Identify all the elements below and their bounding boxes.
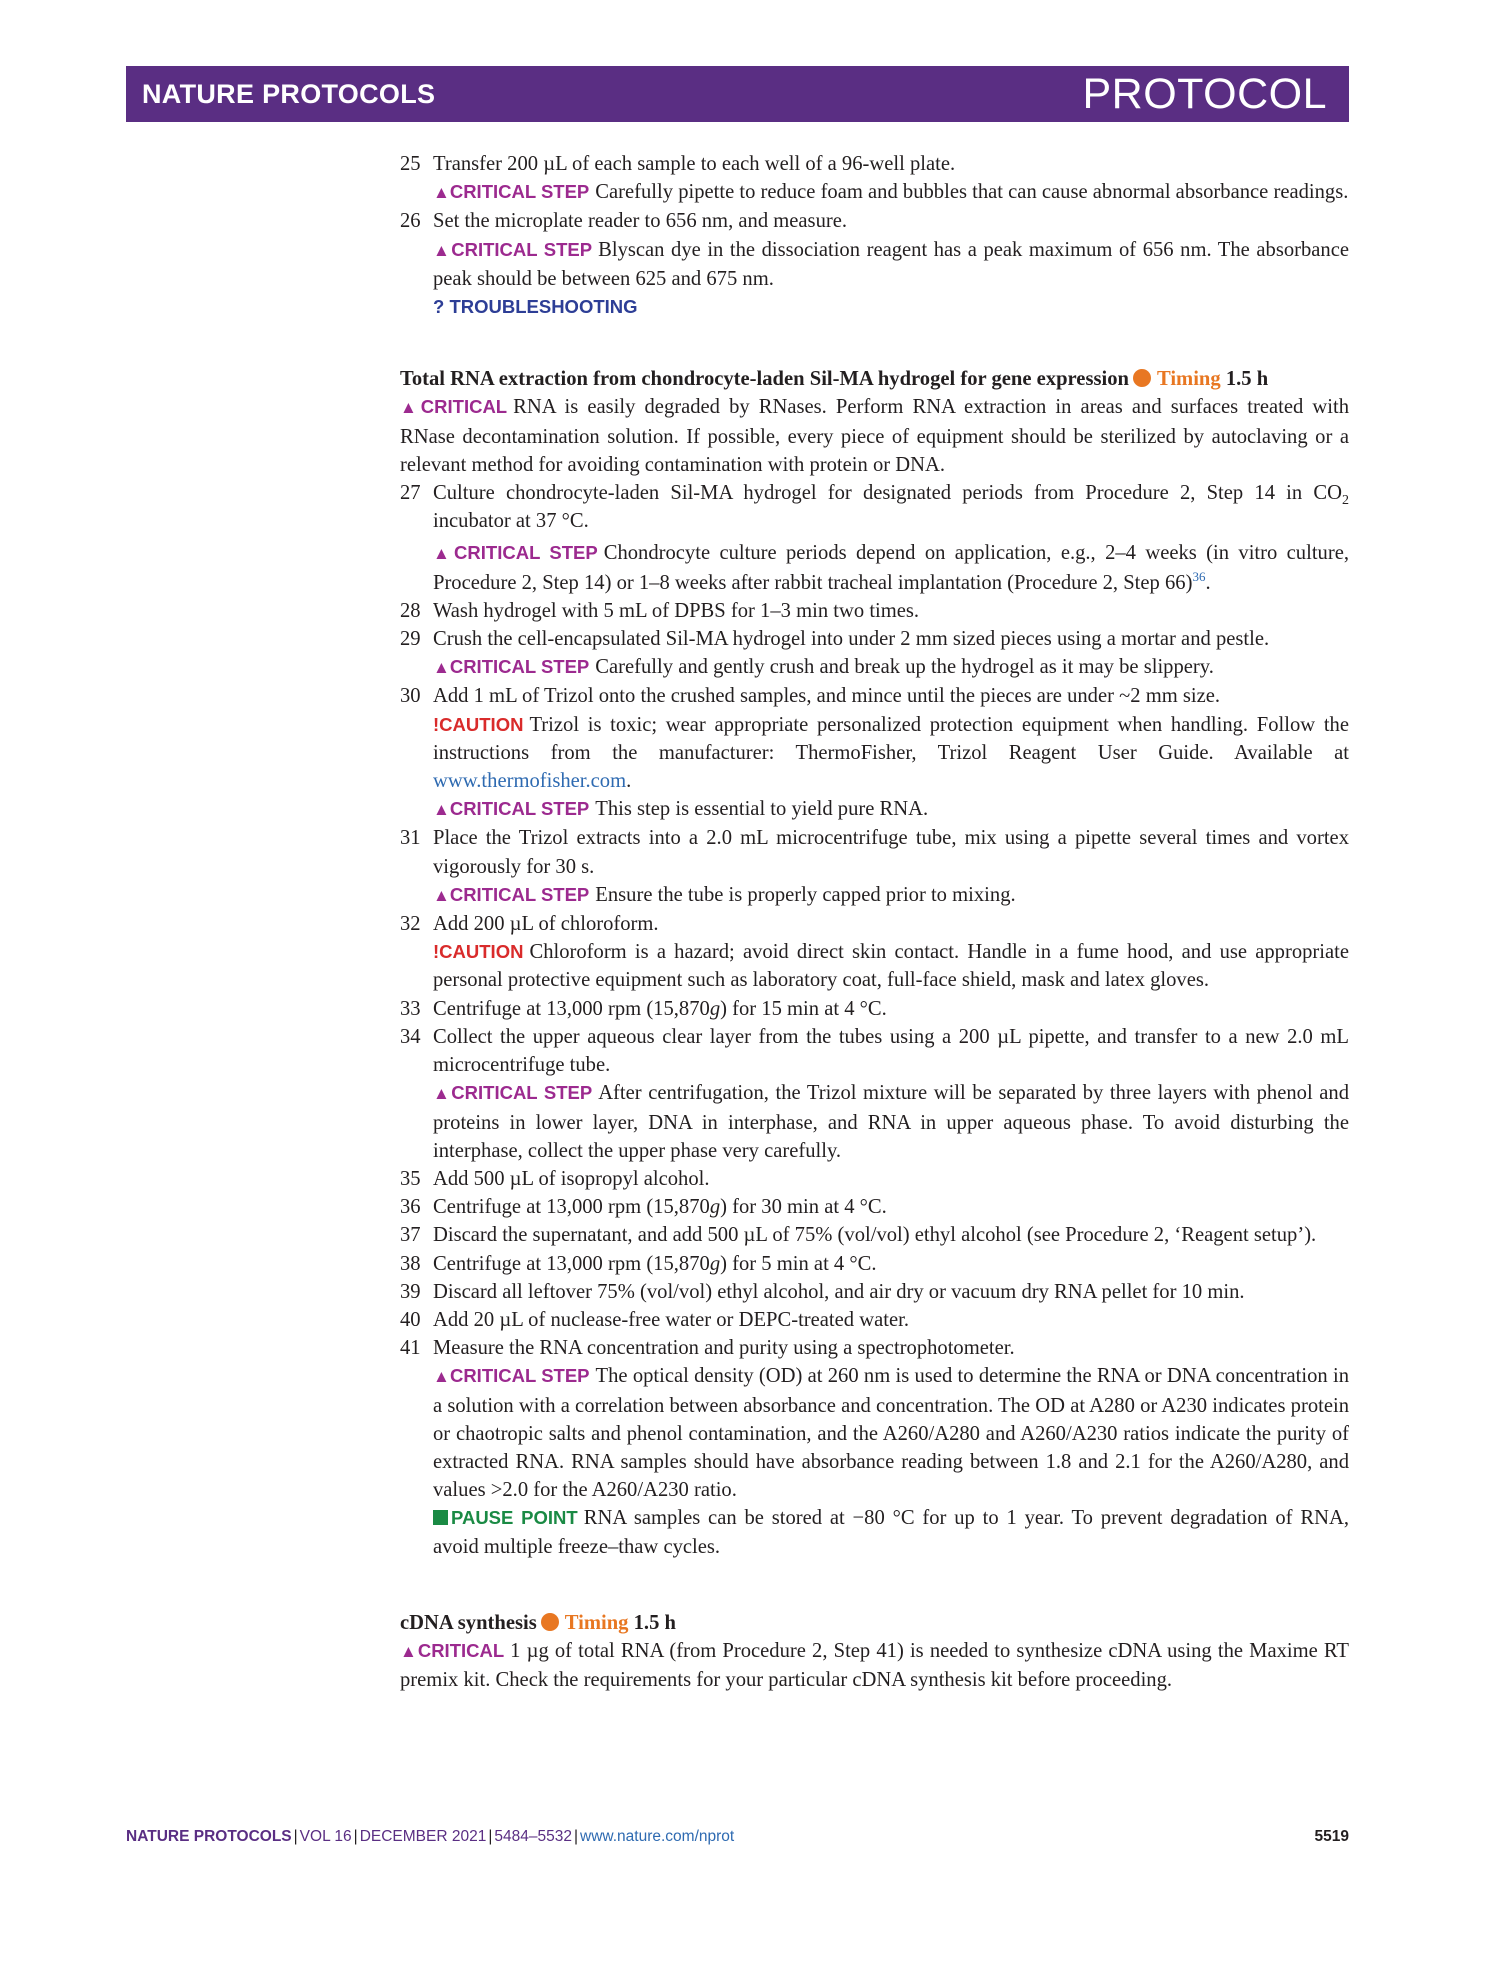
critical-step-tag: ▲CRITICAL STEP: [433, 1082, 593, 1104]
procedure-step: 28 Wash hydrogel with 5 mL of DPBS for 1–3 min two times.: [400, 597, 1349, 625]
procedure-step: [400, 150, 1349, 178]
procedure-step: 30 Add 1 mL of Trizol onto the crushed samples, and mince until the pieces are under ~2 mm size.: [400, 682, 1349, 710]
step-number: 27: [400, 482, 421, 505]
step-number: 33: [400, 997, 421, 1020]
procedure-step: 38 Centrifuge at 13,000 rpm (15,870g) for 5 min at 4 °C.: [400, 1250, 1349, 1278]
procedure-step: 37 Discard the supernatant, and add 500 µL of 75% (vol/vol) ethyl alcohol (see Procedure 2, ‘Reagent setup’).: [400, 1221, 1349, 1249]
critical-step-tag: ▲CRITICAL STEP: [433, 656, 590, 678]
caution-note: !CAUTION Chloroform is a hazard; avoid direct skin contact. Handle in a fume hood, and use appropriate personal protective equipment such as laboratory coat, full-face shield, mask and latex gloves.: [433, 941, 1349, 992]
procedure-step: 32 Add 200 µL of chloroform.: [400, 910, 1349, 938]
procedure-step: 27 Culture chondrocyte-laden Sil-MA hydrogel for designated periods from Procedure 2, Step 14 in $CO_2$ incubator at 37 °C.: [400, 479, 1349, 535]
triangle-icon: ▲: [433, 1084, 452, 1104]
step-number: 30: [400, 685, 421, 708]
caution-tag: !CAUTION: [433, 713, 524, 735]
step-number: 39: [400, 1280, 421, 1303]
procedure-step: 34 Collect the upper aqueous clear layer from the tubes using a 200 µL pipette, and transfer to a new 2.0 mL microcentrifuge tube.: [400, 1023, 1349, 1079]
triangle-icon: ▲: [433, 800, 450, 820]
section-title: Total RNA extraction from chondrocyte-laden Sil-MA hydrogel for gene expression Timing 1.5 h: [400, 368, 1269, 391]
critical-step-note: ▲CRITICAL STEP This step is essential to yield pure RNA.: [433, 798, 929, 821]
step-number: 38: [400, 1252, 421, 1275]
procedure-step: 40 Add 20 µL of nuclease-free water or DEPC-treated water.: [400, 1306, 1349, 1334]
step-number: 31: [400, 827, 421, 850]
critical-note: ▲CRITICAL RNA is easily degraded by RNases. Perform RNA extraction in areas and surfaces treated with RNase decontamination solution. If possible, every piece of equipment should be sterilized by autoclaving or a relevant method for avoiding contamination with protein or DNA.: [400, 396, 1350, 476]
page-number: 5519: [1314, 1828, 1349, 1845]
timing-dot-icon: [541, 1613, 559, 1631]
procedure-step: 39 Discard all leftover 75% (vol/vol) ethyl alcohol, and air dry or vacuum dry RNA pellet for 10 min.: [400, 1278, 1349, 1306]
page-header: [126, 66, 1349, 122]
critical-step-tag: ▲CRITICAL STEP: [433, 883, 590, 905]
step-number: 25: [400, 153, 421, 175]
exclamation-icon: !: [433, 941, 440, 963]
critical-step-tag: ▲CRITICAL STEP: [433, 1365, 590, 1387]
timing-value: 1.5 h: [633, 1611, 676, 1634]
step-number: 37: [400, 1224, 421, 1247]
critical-tag: ▲CRITICAL: [400, 396, 508, 418]
triangle-icon: ▲: [400, 398, 421, 418]
critical-step-note: ▲CRITICAL STEP Carefully pipette to reduce foam and bubbles that can cause abnormal absorbance readings.: [433, 181, 1349, 204]
square-icon: [433, 1510, 448, 1525]
step-number: 28: [400, 599, 421, 622]
timing-dot-icon: [1133, 369, 1151, 387]
critical-step-note: ▲CRITICAL STEP The optical density (OD) at 260 nm is used to determine the RNA or DNA concentration in a solution with a correlation between absorbance and concentration. The OD at A280 or A230 indicates protein or chaotropic salts and phenol contamination, and the A260/A280 and A260/A230 ratios indicate the purity of extracted RNA. RNA samples should have absorbance reading between 1.8 and 2.1 for the A260/A280, and values >2.0 for the A260/A230 ratio.: [433, 1365, 1349, 1502]
procedure-step: 33 Centrifuge at 13,000 rpm (15,870g) for 15 min at 4 °C.: [400, 995, 1349, 1023]
triangle-icon: ▲: [433, 658, 450, 678]
thermofisher-link[interactable]: www.thermofisher.com: [433, 770, 627, 793]
pause-point-tag: PAUSE POINT: [433, 1507, 578, 1528]
footer-date: DECEMBER 2021: [359, 1828, 487, 1845]
exclamation-icon: !: [433, 713, 440, 735]
step-number: 34: [400, 1025, 421, 1048]
step-number: 35: [400, 1167, 421, 1190]
triangle-icon: ▲: [433, 183, 450, 203]
critical-step-tag: ▲CRITICAL STEP: [433, 542, 598, 564]
footer-volume: VOL 16: [299, 1828, 352, 1845]
troubleshooting-link[interactable]: ? TROUBLESHOOTING: [433, 296, 638, 318]
timing-value: 1.5 h: [1225, 368, 1269, 391]
step-text: Transfer 200 µL of each sample to each well of a 96-well plate.: [433, 153, 956, 175]
step-text: Set the microplate reader to 656 nm, and measure.: [433, 210, 848, 233]
procedure-step: [400, 207, 1349, 235]
procedure-step: 35 Add 500 µL of isopropyl alcohol.: [400, 1165, 1349, 1193]
timing-label: Timing: [1156, 368, 1221, 391]
step-number: 32: [400, 913, 421, 936]
critical-step-note: ▲CRITICAL STEP Chondrocyte culture periods depend on application, e.g., 2–4 weeks (in vitro culture, Procedure 2, Step 14) or 1–8 weeks after rabbit tracheal implantation (Procedure 2, Step 66)$^{36}$.: [433, 542, 1349, 594]
footer-journal: NATURE PROTOCOLS: [126, 1828, 292, 1845]
journal-name: NATURE PROTOCOLS: [142, 79, 436, 109]
critical-tag: ▲CRITICAL: [400, 1639, 505, 1661]
caution-tag: !CAUTION: [433, 941, 524, 963]
procedure-step: 41 Measure the RNA concentration and purity using a spectrophotometer.: [400, 1334, 1349, 1362]
procedure-step: 29 Crush the cell-encapsulated Sil-MA hydrogel into under 2 mm sized pieces using a mortar and pestle.: [400, 625, 1349, 653]
caution-note: !CAUTION Trizol is toxic; wear appropriate personalized protection equipment when handling. Follow the instructions from the manufacturer: ThermoFisher, Trizol Reagent User Guide. Available at www.thermofisher.com.: [433, 713, 1349, 793]
procedure-step: 36 Centrifuge at 13,000 rpm (15,870g) for 30 min at 4 °C.: [400, 1193, 1349, 1221]
critical-step-note: ▲CRITICAL STEP After centrifugation, the Trizol mixture will be separated by three layers with phenol and proteins in lower layer, DNA in interphase, and RNA in upper aqueous phase. To avoid disturbing the interphase, collect the upper phase very carefully.: [433, 1082, 1350, 1162]
step-number: 41: [400, 1337, 421, 1360]
critical-step-note: ▲CRITICAL STEP Ensure the tube is properly capped prior to mixing.: [433, 883, 1016, 906]
main-content: [400, 150, 1349, 1694]
reference-link[interactable]: 36: [1192, 568, 1206, 584]
triangle-icon: ▲: [433, 885, 450, 905]
critical-step-note: ▲CRITICAL STEP Blyscan dye in the dissociation reagent has a peak maximum of 656 nm. The absorbance peak should be between 625 and 675 nm.: [433, 238, 1350, 290]
step-number: 40: [400, 1308, 421, 1331]
triangle-icon: ▲: [433, 544, 455, 564]
critical-note: ▲CRITICAL 1 µg of total RNA (from Procedure 2, Step 41) is needed to synthesize cDNA using the Maxime RT premix kit. Check the requirements for your particular cDNA synthesis kit before proceeding.: [400, 1639, 1350, 1692]
triangle-icon: ▲: [433, 240, 452, 260]
footer-url-link[interactable]: www.nature.com/nprot: [580, 1828, 735, 1845]
step-number: 29: [400, 628, 421, 651]
critical-step-note: ▲CRITICAL STEP Carefully and gently crush and break up the hydrogel as it may be slippery.: [433, 656, 1214, 679]
section-title: cDNA synthesis Timing 1.5 h: [400, 1611, 676, 1634]
triangle-icon: ▲: [400, 1641, 418, 1661]
critical-step-tag: ▲CRITICAL STEP: [433, 181, 590, 203]
step-number: 26: [400, 210, 421, 233]
triangle-icon: ▲: [433, 1367, 450, 1387]
critical-step-tag: ▲CRITICAL STEP: [433, 238, 593, 260]
step-number: 36: [400, 1196, 421, 1219]
footer-pages: 5484–5532: [494, 1828, 572, 1845]
critical-step-tag: ▲CRITICAL STEP: [433, 798, 590, 820]
pause-point-note: PAUSE POINT RNA samples can be stored at −80 °C for up to 1 year. To prevent degradation of RNA, avoid multiple freeze–thaw cycles.: [433, 1507, 1349, 1558]
article-type: PROTOCOL: [1082, 70, 1327, 118]
procedure-step: 31 Place the Trizol extracts into a 2.0 mL microcentrifuge tube, mix using a pipette several times and vortex vigorously for 30 s.: [400, 824, 1349, 880]
page-footer: NATURE PROTOCOLS | VOL 16 | DECEMBER 2021 | 5484–5532 | www.nature.com/nprot 5519: [126, 1828, 1349, 1845]
timing-label: Timing: [564, 1611, 629, 1634]
